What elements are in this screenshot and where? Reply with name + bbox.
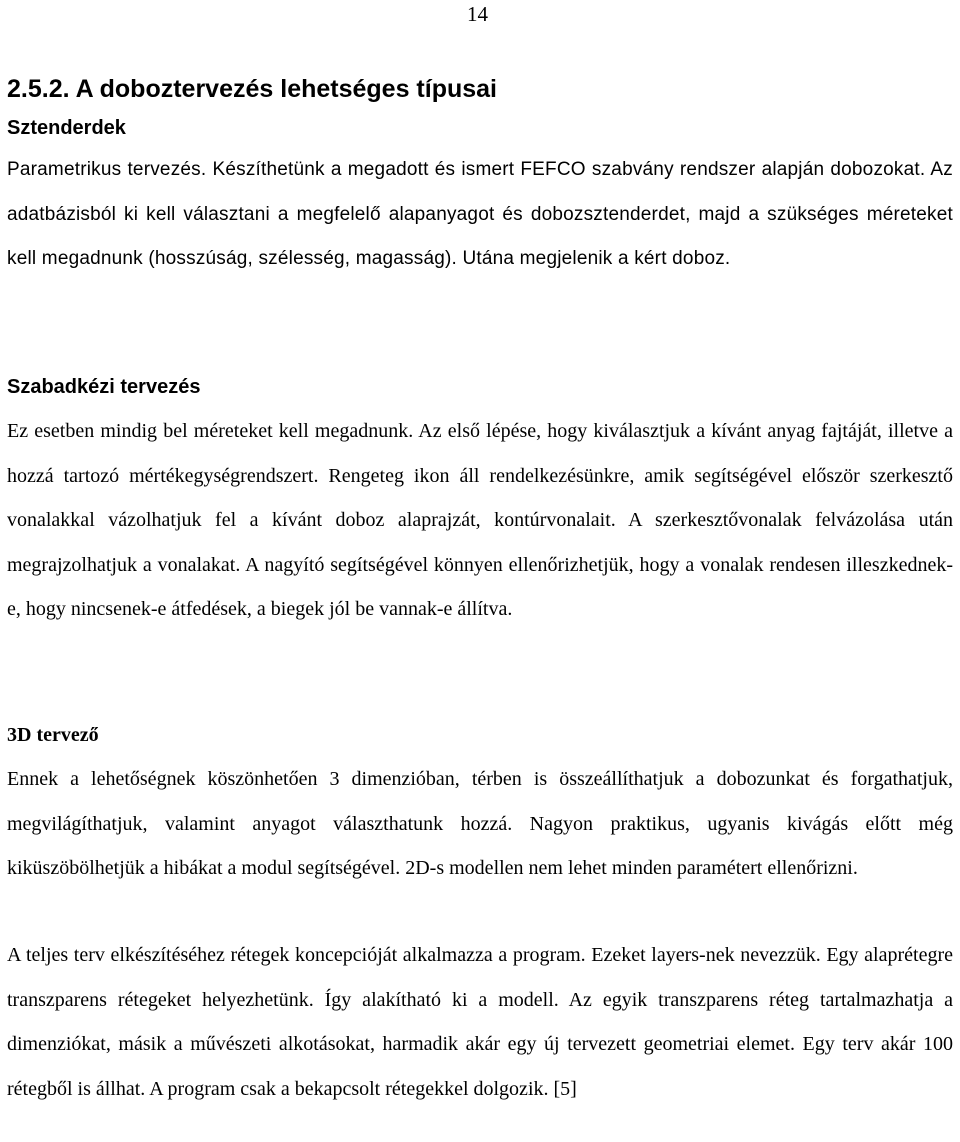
paragraph-3d-tervezo-2: A teljes terv elkészítéséhez rétegek koncepcióját alkalmazza a program. Ezeket layers-nek nevezzük. Egy alaprétegre transzparens rétegeket helyezhetünk. Így alakítható ki a modell. Az egyik transzparens réteg tartalmazhatja a dimenziókat, másik a művészeti alkotásokat, harmadik akár egy új tervezett geometriai elemet. Egy terv akár 100 rétegből is állhat. A program csak a bekapcsolt rétegekkel dolgozik. [5]: [7, 944, 953, 1100]
heading-sztenderdek: Sztenderdek: [7, 117, 126, 139]
heading-szabadkezi: Szabadkézi tervezés: [7, 376, 201, 398]
page-number: 14: [467, 2, 488, 26]
paragraph-sztenderdek: Parametrikus tervezés. Készíthetünk a megadott és ismert FEFCO szabvány rendszer alapján dobozokat. Az adatbázisból ki kell választani a megfelelő alapanyagot és dobozsztenderdet, majd a szükséges méreteket kell megadnunk (hosszúság, szélesség, magasság). Utána megjelenik a kért doboz.: [7, 159, 953, 269]
paragraph-szabadkezi: Ez esetben mindig bel méreteket kell megadnunk. Az első lépése, hogy kiválasztjuk a kívánt anyag fajtáját, illetve a hozzá tartozó mértékegységrendszert. Rengeteg ikon áll rendelkezésünkre, amik segítségével először szerkesztő vonalakkal vázolhatjuk fel a kívánt doboz alaprajzát, kontúrvonalait. A szerkesztővonalak felvázolása után megrajzolhatjuk a vonalakat. A nagyító segítségével könnyen ellenőrizhetjük, hogy a vonalak rendesen illeszkednek-e, hogy nincsenek-e átfedések, a biegek jól be vannak-e állítva.: [7, 420, 953, 620]
paragraph-3d-tervezo-1: Ennek a lehetőségnek köszönhetően 3 dimenzióban, térben is összeállíthatjuk a dobozunkat és forgathatjuk, megvilágíthatjuk, valamint anyagot választhatunk hozzá. Nagyon praktikus, ugyanis kivágás előtt még kiküszöbölhetjük a hibákat a modul segítségével. 2D-s modellen nem lehet minden paramétert ellenőrizni.: [7, 768, 953, 879]
section-title: 2.5.2. A doboztervezés lehetséges típusai: [7, 75, 497, 103]
heading-3d-tervezo: 3D tervező: [7, 724, 99, 746]
